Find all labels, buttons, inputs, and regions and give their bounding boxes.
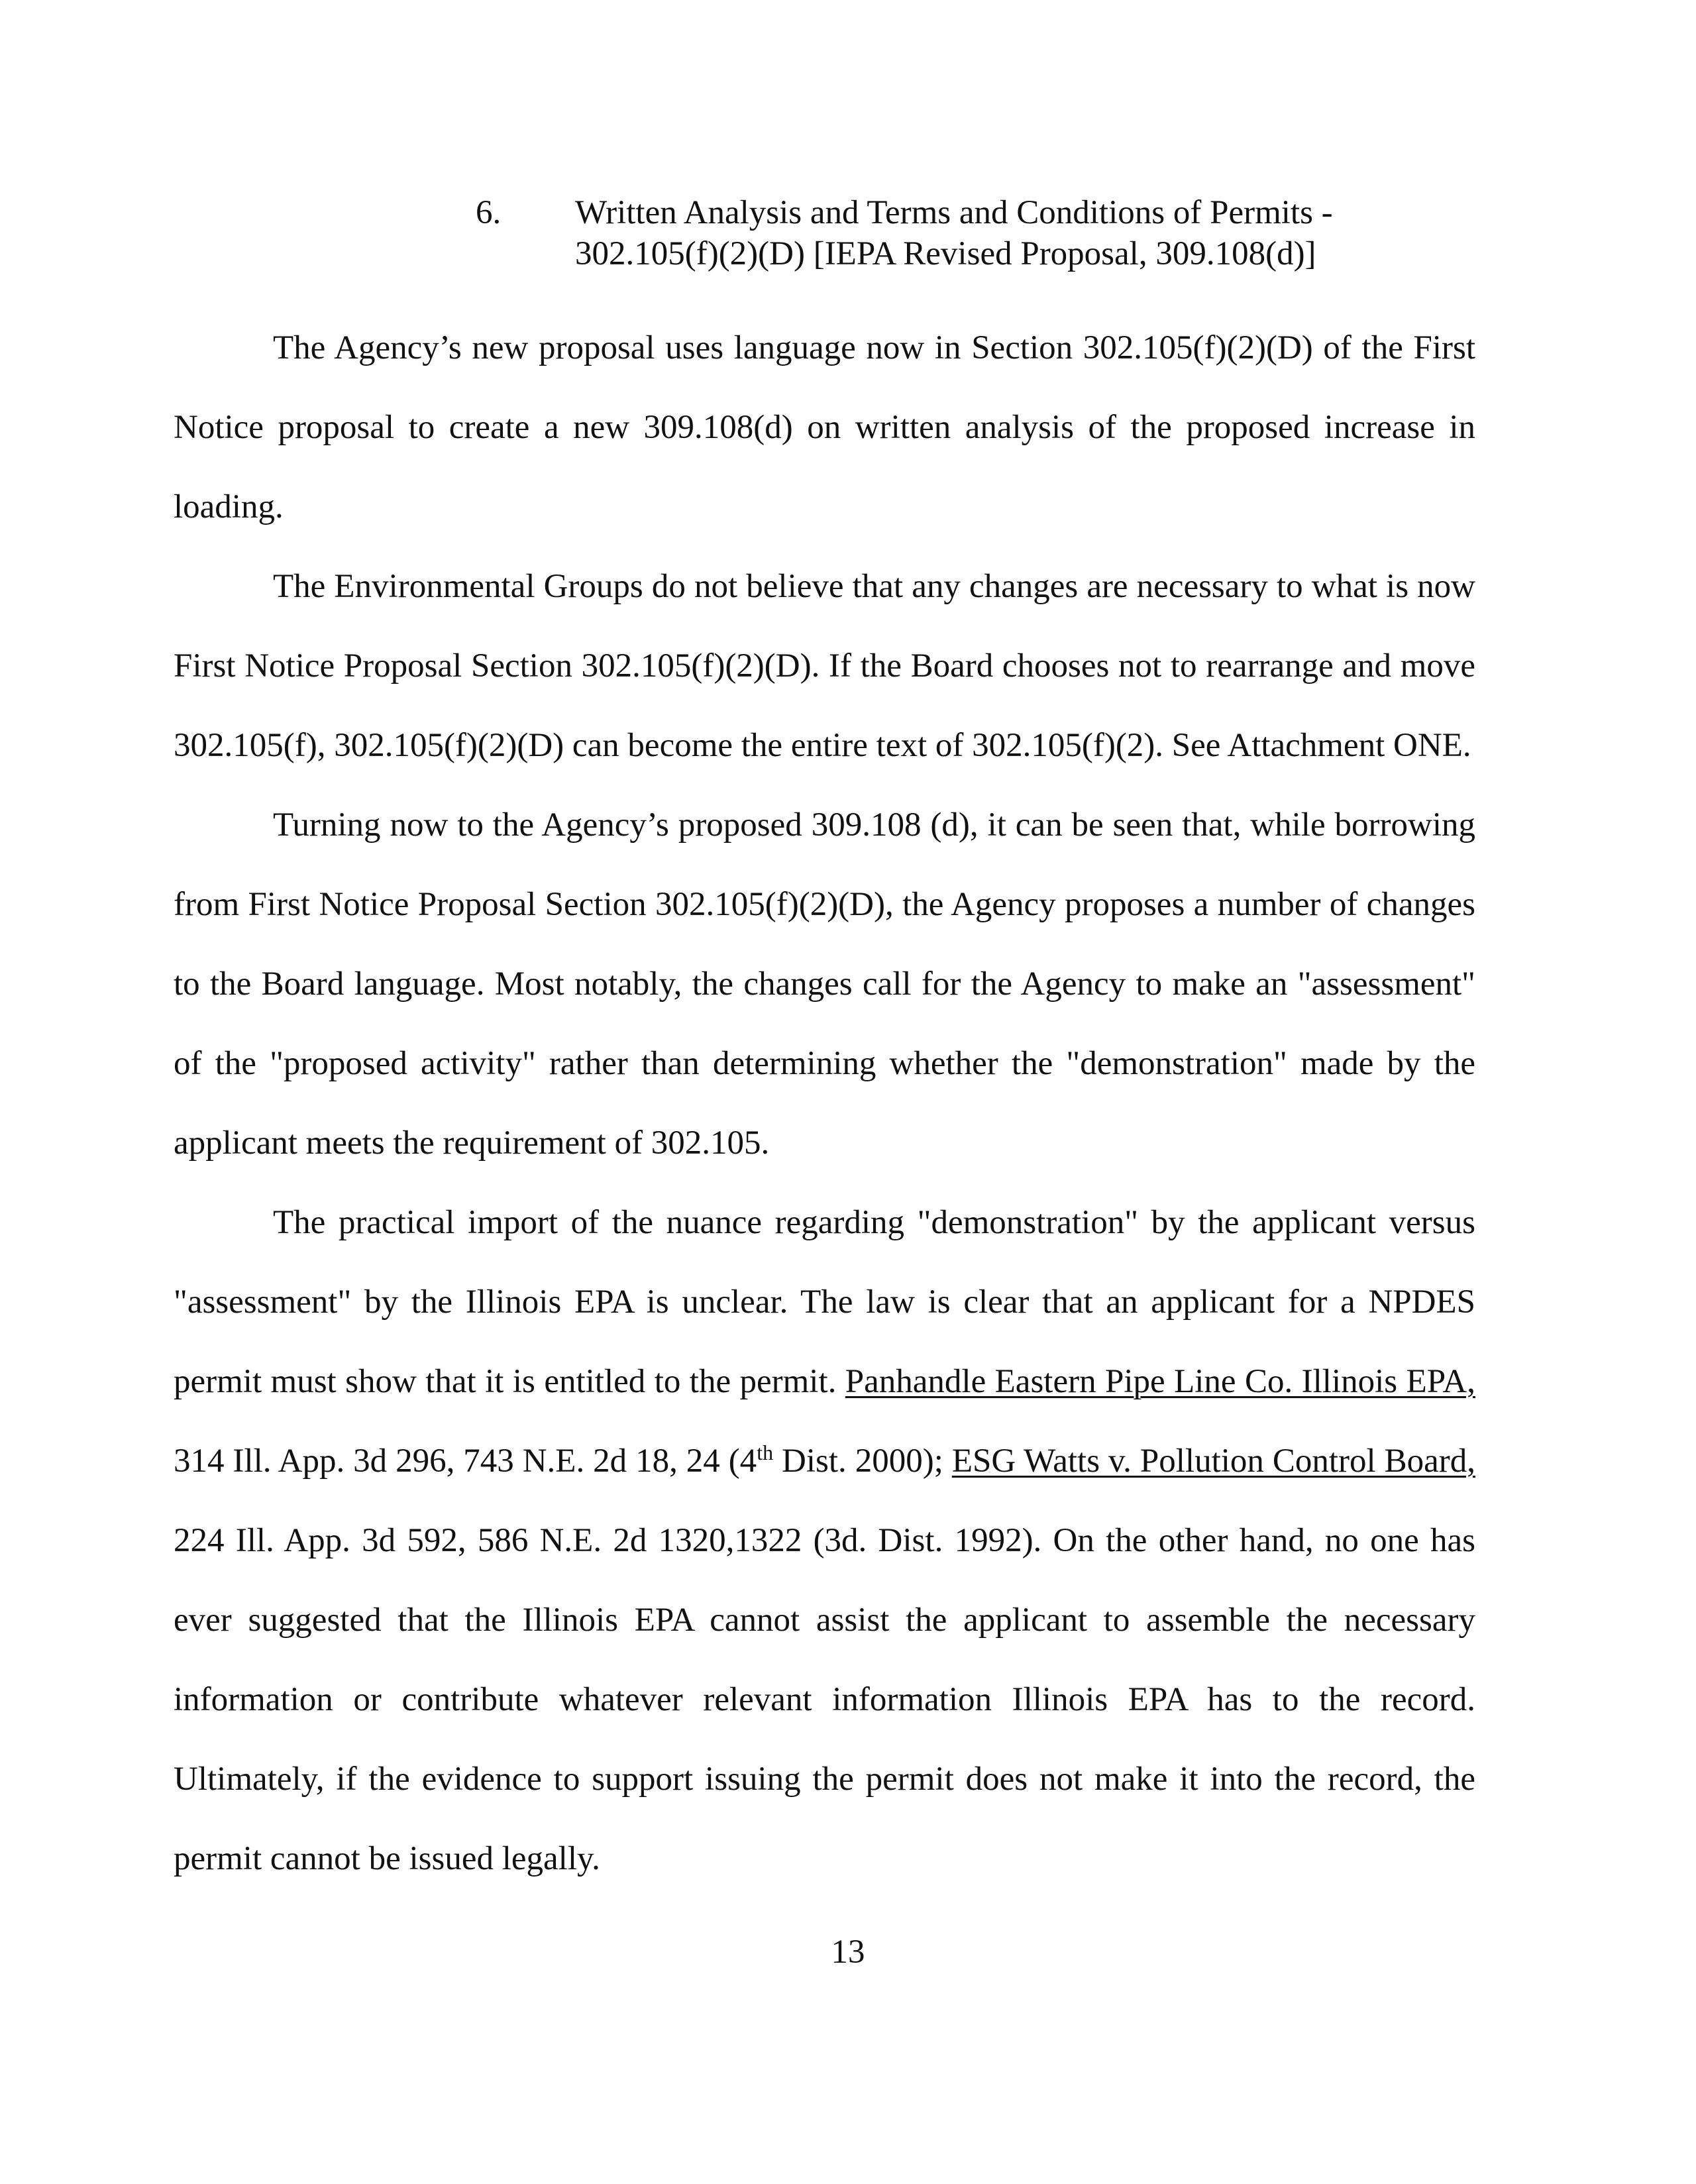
paragraph-3: Turning now to the Agency’s proposed 309.108 (d), it can be seen that, while borrowing from First Notice Proposal Section 302.105(f)(2)(D), the Agency proposes a number of changes to the Board language. Most notably, the changes call for the Agency to make an "assessment" of the "proposed activity" rather than determining whether the "demonstration" made by the applicant meets the requirement of 302.105. [174,806,1475,1162]
citation-text-1: 314 Ill. App. 3d 296, 743 N.E. 2d 18, 24 (4 [174,1443,757,1480]
page-number: 13 [831,1934,865,1971]
section-number: 6. [476,194,502,231]
paragraph-4-text-1: The practical import of the nuance regarding "demonstration" by the applicant versus "assessment" by the Illinois EPA is unclear. The law is clear that an applicant for a NPDES permit must show that it is entitled to the permit. [174,1204,1475,1400]
body-text [174,308,1475,1898]
paragraph-1: The Agency’s new proposal uses language now in Section 302.105(f)(2)(D) of the First Notice proposal to create a new 309.108(d) on written analysis of the proposed increase in loading. [174,329,1475,525]
case-citation-panhandle: Panhandle Eastern Pipe Line Co. Illinois EPA, [845,1363,1475,1400]
paragraph-4 [174,1183,1475,1898]
case-citation-esg-watts: ESG Watts v. Pollution Control Board, [951,1443,1476,1480]
paragraph-4-text-2: 224 Ill. App. 3d 592, 586 N.E. 2d 1320,1322 (3d. Dist. 1992). On the other hand, no one has ever suggested that the Illinois EPA cannot assist the applicant to assemble the necessary information or contribute whatever relevant information Illinois EPA has to the record. Ultimately, if the evidence to support issuing the permit does not make it into the record, the permit cannot be issued legally. [174,1522,1475,1877]
section-title-line-1: Written Analysis and Terms and Conditions of Permits - [575,194,1333,231]
citation-text-1-end: Dist. 2000); [773,1443,952,1480]
paragraph-2: The Environmental Groups do not believe that any changes are necessary to what is now First Notice Proposal Section 302.105(f)(2)(D). If the Board chooses not to rearrange and move 302.105(f), 302.105(f)(2)(D) can become the entire text of 302.105(f)(2). See Attachment ONE. [174,568,1475,764]
section-title-line-2: 302.105(f)(2)(D) [IEPA Revised Proposal, 309.108(d)] [575,235,1316,272]
ordinal-superscript: th [757,1441,774,1464]
